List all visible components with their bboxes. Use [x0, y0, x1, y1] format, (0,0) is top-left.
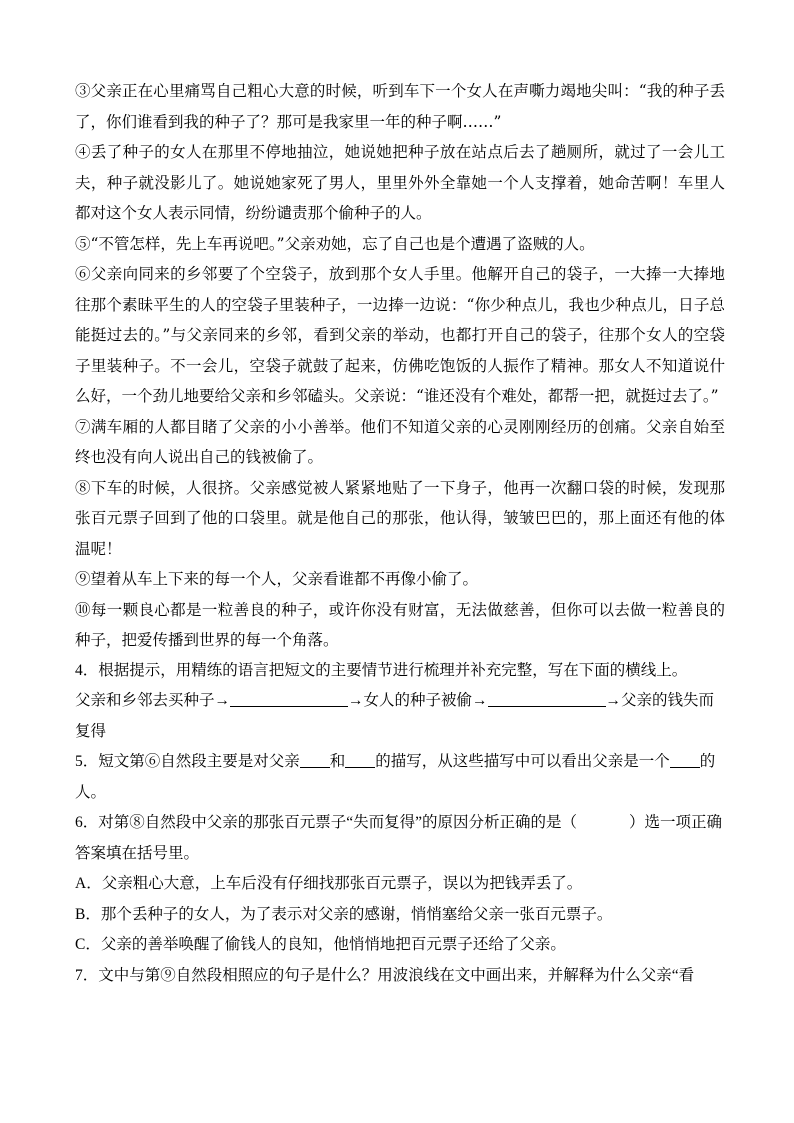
page-content — [75, 76, 725, 991]
flow-step-2: →女人的种子被偷→ — [348, 692, 488, 709]
question-6 — [75, 808, 725, 961]
choice-b: B．那个丢种子的女人，为了表示对父亲的感谢，悄悄塞给父亲一张百元票子。 — [75, 905, 613, 923]
answer-blank-plot-2[interactable] — [488, 688, 606, 707]
question-4-stem: 4．根据提示，用精练的语言把短文的主要情节进行梳理并补充完整，写在下面的横线上。 — [75, 661, 688, 679]
story-paragraph-5: ⑤“不管怎样，先上车再说吧。”父亲劝她，忘了自己也是个遭遇了盗贼的人。 — [75, 234, 595, 253]
answer-blank-description-1[interactable] — [300, 749, 330, 768]
choice-a: A．父亲粗心大意，上车后没有仔细找那张百元票子，误以为把钱弄丢了。 — [75, 875, 583, 892]
story-paragraph-6: ⑥父亲向同来的乡邻要了个空袋子，放到那个女人手里。他解开自己的袋子，一大捧一大捧地往那个素昧平生的人的空袋子里装种子，一边捧一边说：“你少种点儿，我也少种点儿，日子总能挺过去的。”与父亲同来的乡邻，看到父亲的举动，也都打开自己的袋子，往那个女人的空袋子里装种子。不一会儿，空袋子就鼓了起来，仿佛吃饱饭的人振作了精神。那女人不知道说什么好，一个劲儿地要给父亲和乡邻磕头。父亲说：“谁还没有个难处，都帮一把，就挺过去了。” — [75, 265, 725, 405]
q6-text-1: 6．对第⑧自然段中父亲的那张百元票子“失而复得”的原因分析正确的是（ — [75, 814, 578, 831]
answer-blank-plot-1[interactable] — [230, 688, 348, 707]
question-5 — [75, 747, 725, 808]
story-paragraph-9: ⑨望着从车上下来的每一个人，父亲看谁都不再像小偷了。 — [75, 570, 479, 588]
question-5-stem — [75, 747, 725, 808]
question-7 — [75, 961, 725, 992]
question-6-stem — [75, 808, 725, 869]
answer-blank-character[interactable] — [670, 749, 700, 768]
answer-blank-description-2[interactable] — [345, 749, 375, 768]
q5-text-2: 和 — [329, 753, 346, 770]
q5-text-3: 的描写，从这些描写中可以看出父亲是一个 — [375, 753, 670, 770]
story-paragraph-7: ⑦满车厢的人都目睹了父亲的小小善举。他们不知道父亲的心灵刚刚经历的创痛。父亲自始至终也没有向人说出自己的钱被偷了。 — [75, 417, 725, 466]
question-4-plot-flow — [75, 686, 725, 747]
question-4 — [75, 656, 725, 748]
q5-text-1: 5．短文第⑥自然段主要是对父亲 — [75, 753, 300, 770]
question-7-stem: 7．文中与第⑨自然段相照应的句子是什么？用波浪线在文中画出来，并解释为什么父亲“看 — [75, 966, 695, 984]
story-paragraph-3: ③父亲正在心里痛骂自己粗心大意的时候，听到车下一个女人在声嘶力竭地尖叫：“我的种子丢了，你们谁看到我的种子了？那可是我家里一年的种子啊……” — [75, 82, 725, 131]
flow-step-1: 父亲和乡邻去买种子→ — [75, 692, 231, 709]
story-paragraph-10: ⑩每一颗良心都是一粒善良的种子，或许你没有财富，无法做慈善，但你可以去做一粒善良的种子，把爱传播到世界的每一个角落。 — [75, 600, 725, 649]
q5-text-4: 的人。 — [75, 753, 716, 801]
story-paragraph-4: ④丢了种子的女人在那里不停地抽泣，她说她把种子放在站点后去了趟厕所，就过了一会儿工夫，种子就没影儿了。她说她家死了男人，里里外外全靠她一个人支撑着，她命苦啊！车里人都对这个女人表示同情，纷纷谴责那个偷种子的人。 — [75, 143, 725, 222]
choice-c: C．父亲的善举唤醒了偷钱人的良知，他悄悄地把百元票子还给了父亲。 — [75, 936, 566, 953]
q6-text-2: ）选一项正确答案填在括号里。 — [75, 814, 723, 862]
flow-step-3: →父亲的钱失而复得 — [75, 692, 715, 740]
story-passage — [75, 76, 725, 656]
story-paragraph-8: ⑧下车的时候，人很挤。父亲感觉被人紧紧地贴了一下身子，他再一次翻口袋的时候，发现那张百元票子回到了他的口袋里。就是他自己的那张，他认得，皱皱巴巴的，那上面还有他的体温呢！ — [75, 478, 725, 558]
